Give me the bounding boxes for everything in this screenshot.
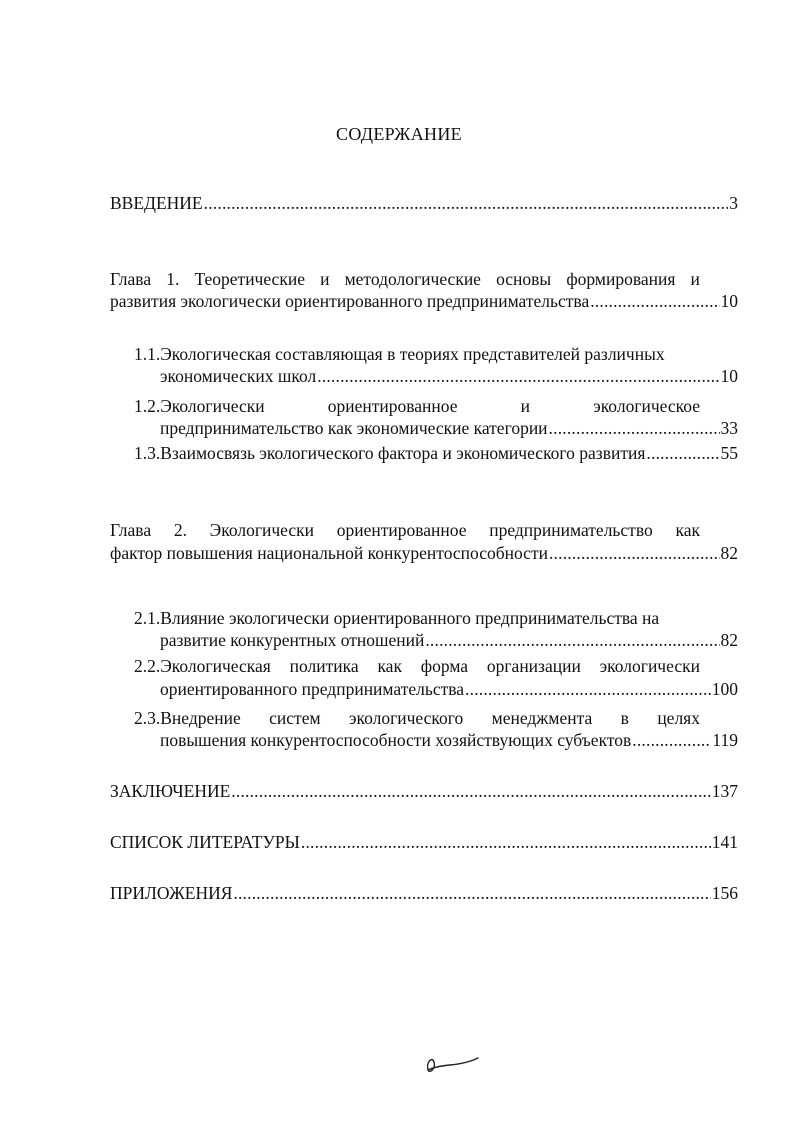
word: 1.2.Экологически [134,396,265,416]
word: экологически [599,656,700,676]
word: менеджмента [491,708,593,728]
word: как [675,520,700,540]
word: Глава [110,269,152,289]
toc-section-2-3-line2[interactable] [160,729,738,751]
toc-page-number: 100 [711,679,738,699]
toc-section-2-1-line1[interactable]: 2.1.Влияние экологически ориентированного предпринимательства на [134,608,660,628]
leader-dots [590,290,719,312]
toc-section-1-1-line2[interactable] [160,365,738,387]
toc-page-number: 3 [729,193,738,213]
word: целях [657,708,700,728]
word: основы [496,269,552,289]
leader-dots [646,442,719,464]
word: экологического [348,708,464,728]
leader-dots [317,365,719,387]
word: и [520,396,531,416]
toc-entry-label: предпринимательство как экономические категории [160,418,548,438]
toc-entry-label: развитие конкурентных отношений [160,630,425,650]
toc-entry-label: ПРИЛОЖЕНИЯ [110,883,233,903]
word: и [320,269,330,289]
leader-dots [549,417,720,439]
word: ориентированное [336,520,467,540]
toc-page-number: 141 [711,832,738,852]
word: форма [420,656,469,676]
toc-page-number: 55 [720,443,738,463]
toc-page-number: 119 [712,730,738,750]
toc-page-number: 137 [711,781,738,801]
word: формирования [566,269,676,289]
word: Экологически [209,520,315,540]
toc-page-number: 82 [720,630,738,650]
toc-page-number: 10 [720,291,738,311]
toc-section-1-3[interactable] [134,442,738,464]
toc-page-number: 82 [720,543,738,563]
toc-entry-label: ориентированного предпринимательства [160,679,465,699]
toc-entry-label: 1.3.Взаимосвязь экологического фактора и экономического развития [134,443,646,463]
word: и [690,269,700,289]
toc-entry-conclusion[interactable] [110,780,738,802]
word: Глава [110,520,152,540]
toc-section-1-2-line1[interactable] [134,395,700,417]
toc-entry-label: ВВЕДЕНИЕ [110,193,203,213]
toc-entry-references[interactable] [110,831,738,853]
toc-chapter-1-line2[interactable] [110,290,738,312]
word: политика [289,656,359,676]
leader-dots [301,831,711,853]
word: 2. [173,520,187,540]
word: организации [486,656,581,676]
word: систем [269,708,321,728]
toc-section-1-2-line2[interactable] [160,417,738,439]
leader-dots [465,678,711,700]
word: 2.2.Экологическая [134,656,271,676]
leader-dots [233,882,710,904]
page-title: СОДЕРЖАНИЕ [336,124,462,144]
toc-entry-label: развития экологически ориентированного предпринимательства [110,291,590,311]
toc-entry-introduction[interactable] [110,192,738,214]
toc-page-number: 156 [711,883,738,903]
word: методологические [344,269,481,289]
word: 1. [166,269,180,289]
word: экологическое [593,396,700,416]
word: предпринимательство [489,520,653,540]
toc-section-2-2-line1[interactable] [134,655,700,677]
toc-page-number: 10 [720,366,738,386]
toc-page-number: 33 [720,418,738,438]
leader-dots [632,729,711,751]
leader-dots [204,192,729,214]
toc-chapter-1-line1[interactable] [110,268,700,290]
toc-entry-label: экономических школ [160,366,317,386]
signature-mark [420,1048,480,1078]
word: ориентированное [327,396,458,416]
leader-dots [425,629,719,651]
toc-entry-label: повышения конкурентоспособности хозяйствующих субъектов [160,730,632,750]
toc-section-2-2-line2[interactable] [160,678,738,700]
leader-dots [231,780,710,802]
word: Теоретические [194,269,305,289]
toc-entry-label: ЗАКЛЮЧЕНИЕ [110,781,231,801]
word: в [620,708,629,728]
word: 2.3.Внедрение [134,708,241,728]
toc-chapter-2-line1[interactable] [110,519,700,541]
toc-section-2-3-line1[interactable] [134,707,700,729]
toc-entry-label: СПИСОК ЛИТЕРАТУРЫ [110,832,300,852]
toc-entry-appendices[interactable] [110,882,738,904]
toc-section-1-1-line1[interactable]: 1.1.Экологическая составляющая в теориях представителей различных [134,344,665,364]
toc-entry-label: фактор повышения национальной конкурентоспособности [110,543,548,563]
word: как [377,656,402,676]
leader-dots [549,542,720,564]
toc-section-2-1-line2[interactable] [160,629,738,651]
toc-chapter-2-line2[interactable] [110,542,738,564]
